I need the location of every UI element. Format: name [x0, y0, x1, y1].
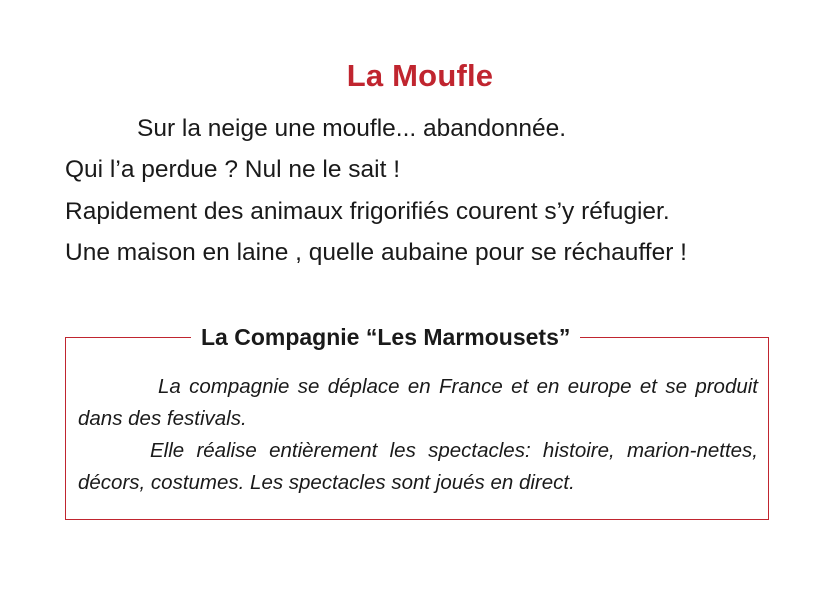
company-paragraph-2: Elle réalise entièrement les spectacles: histoire, marion-nettes, décors, costumes. Les spectacles sont joués en direct.	[78, 439, 758, 494]
company-heading: La Compagnie “Les Marmousets”	[191, 321, 580, 353]
poem-line-1: Sur la neige une moufle... abandonnée.	[137, 115, 567, 142]
company-paragraph-1: La compagnie se déplace en France et en europe et se produit dans des festivals.	[78, 375, 758, 430]
poem-line-3: Rapidement des animaux frigorifiés courent s’y réfugier.	[65, 198, 670, 225]
page-title: La Moufle	[346, 58, 494, 93]
company-description	[78, 371, 758, 499]
poem-line-4: Une maison en laine , quelle aubaine pour se réchauffer !	[65, 239, 687, 266]
company-info-box	[65, 324, 769, 520]
poem-line-2: Qui l’a perdue ? Nul ne le sait !	[65, 156, 401, 183]
